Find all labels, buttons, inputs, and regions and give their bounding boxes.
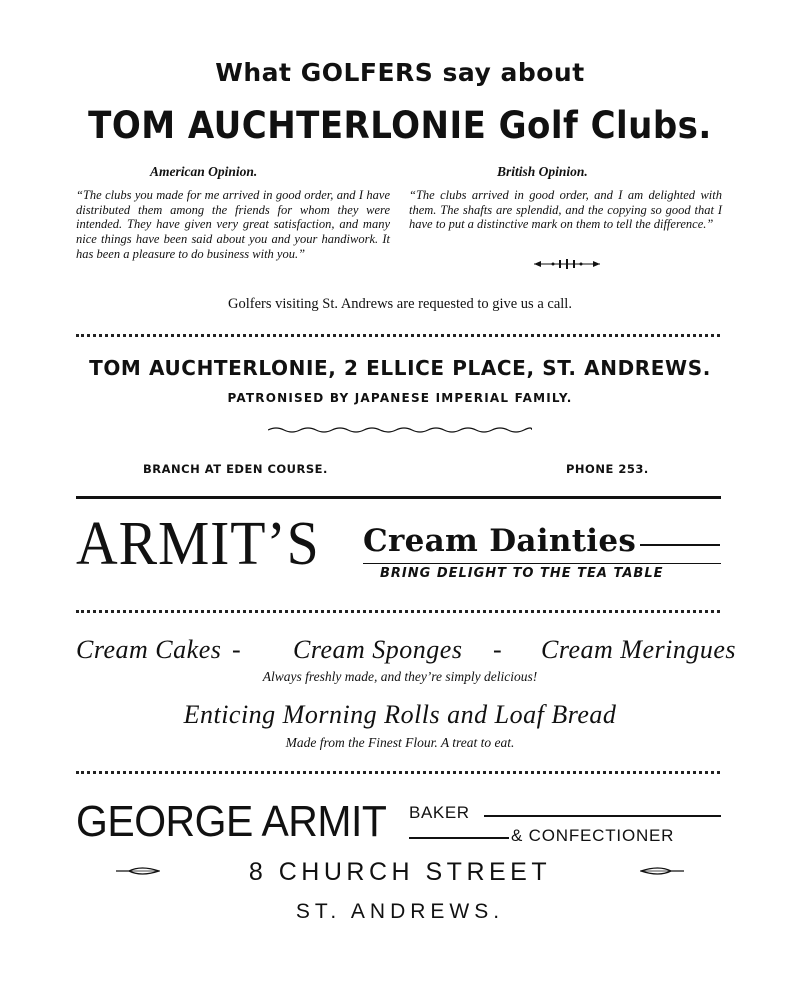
product-cream-meringues: Cream Meringues (541, 635, 737, 664)
trade-rule (409, 837, 509, 839)
phone-text: PHONE 253. (566, 462, 649, 476)
american-opinion-quote: “The clubs you made for me arrived in good order, and I have distributed them among the friends for whom they were intended. They have given very great satisfaction, and many nice things have been said about you and your handiwork. It has been a pleasure to do business with you.” (76, 188, 390, 261)
tea-table-tagline: BRING DELIGHT TO THE TEA TABLE (380, 566, 664, 581)
wave-divider-icon (268, 425, 532, 435)
golf-ad-heading: What GOLFERS say about (215, 58, 585, 87)
product-cream-cakes: Cream Cakes (76, 635, 222, 664)
trade-confectioner: & CONFECTIONER (511, 826, 675, 845)
street-address: 8 CHURCH STREET (248, 858, 552, 886)
section-divider (76, 496, 721, 499)
patron-line: PATRONISED BY JAPANESE IMPERIAL FAMILY. (227, 391, 573, 405)
fresh-note: Always freshly made, and they’re simply delicious! (262, 669, 538, 684)
headline-underline (363, 563, 721, 564)
american-opinion-heading: American Opinion. (150, 164, 258, 179)
town-name: ST. ANDREWS. (295, 900, 505, 923)
ornament-divider-icon (532, 258, 602, 270)
dotted-divider (76, 334, 720, 337)
cream-dainties-headline: Cream Dainties (363, 523, 637, 559)
dotted-divider (76, 610, 720, 613)
british-opinion-heading: British Opinion. (497, 164, 588, 179)
rolls-line: Enticing Morning Rolls and Loaf Bread (183, 700, 617, 729)
trade-rule (484, 815, 721, 817)
armits-logo: ARMIT’S (76, 510, 320, 578)
flour-note: Made from the Finest Flour. A treat to eat. (285, 735, 515, 750)
product-separator: - (232, 635, 242, 664)
visitors-note: Golfers visiting St. Andrews are requested to give us a call. (228, 296, 572, 312)
product-separator: - (493, 635, 503, 664)
golf-ad-title: TOM AUCHTERLONIE Golf Clubs. (88, 104, 712, 147)
proprietor-name: GEORGE ARMIT (76, 797, 387, 846)
british-opinion-quote: “The clubs arrived in good order, and I am delighted with them. The shafts are splendid, and the copying so good that I have to put a distinctive mark on them to tell the difference.” (409, 188, 722, 232)
branch-text: BRANCH AT EDEN COURSE. (143, 462, 328, 476)
headline-dash (640, 544, 720, 546)
trade-baker: BAKER (409, 803, 470, 822)
product-cream-sponges: Cream Sponges (293, 635, 463, 664)
dotted-divider (76, 771, 720, 774)
golf-ad-address: TOM AUCHTERLONIE, 2 ELLICE PLACE, ST. ANDREWS. (89, 356, 711, 380)
